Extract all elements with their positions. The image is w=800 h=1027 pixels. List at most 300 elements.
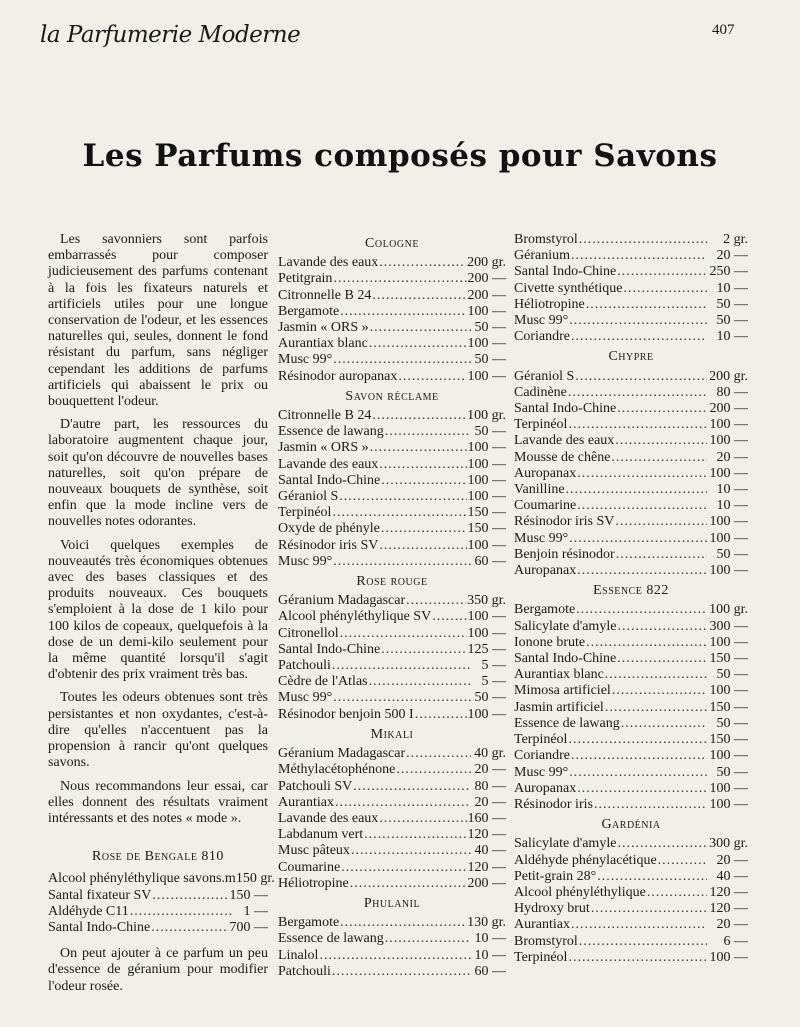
dot-leader: [396, 762, 471, 778]
ingredient-name: Géranium Madagascar: [278, 593, 406, 609]
ingredient-quantity: 100 —: [467, 440, 506, 456]
ingredient-name: Auropanax: [514, 563, 577, 579]
ingredient-name: Résinodor auropanax: [278, 368, 398, 384]
ingredient-quantity: 150 gr.: [235, 871, 275, 887]
ingredient-name: Alcool phényléthylique savons.m: [48, 871, 236, 887]
ingredient-name: Essence de lawang: [514, 715, 620, 731]
ingredient-quantity: 50 —: [716, 296, 748, 312]
formula-row: [278, 288, 506, 304]
ingredient-name: Aurantiax: [278, 794, 334, 810]
formula-row: [48, 888, 268, 904]
formula-row: [514, 853, 748, 869]
ingredient-quantity: 125 —: [467, 641, 506, 657]
formula-row: [278, 843, 506, 859]
formula-row: [514, 869, 748, 885]
dot-leader: [569, 313, 707, 329]
ingredient-quantity: 200 gr.: [709, 368, 748, 384]
dot-leader: [364, 827, 466, 843]
formula-row: [514, 651, 748, 667]
formula-row: [278, 457, 506, 473]
ingredient-name: Héliotropine: [278, 875, 349, 891]
dot-leader: [319, 948, 471, 964]
ingredient-quantity: 150 —: [709, 699, 748, 715]
ingredient-name: Héliotropine: [514, 296, 585, 312]
ingredient-quantity: 100 —: [467, 609, 506, 625]
dot-leader: [597, 869, 707, 885]
ingredient-name: Benjoin résinodor: [514, 546, 615, 562]
ingredient-quantity: 100 —: [709, 417, 748, 433]
ingredient-name: Terpinéol: [514, 949, 568, 965]
ingredient-name: Auropanax: [514, 465, 577, 481]
ingredient-name: Aurantiax blanc: [278, 336, 368, 352]
dot-leader: [605, 667, 707, 683]
ingredient-quantity: 200 —: [467, 271, 506, 287]
ingredient-quantity: 100 —: [709, 530, 748, 546]
ingredient-name: Jasmin « ORS »: [278, 440, 369, 456]
formula-row: [278, 473, 506, 489]
formula-row: [514, 498, 748, 514]
formula-row: [48, 904, 268, 920]
dot-leader: [351, 843, 471, 859]
ingredient-name: Essence de lawang: [278, 424, 384, 440]
formula-row: [278, 271, 506, 287]
dot-leader: [611, 450, 707, 466]
formula-row: [278, 626, 506, 642]
dot-leader: [379, 811, 466, 827]
formula-heading-gardenia: Gardénia: [601, 817, 661, 833]
formula-heading-savon-reclame: Savon réclame: [345, 388, 439, 404]
formula-row: [278, 408, 506, 424]
formula-row: [278, 593, 506, 609]
formula-row: [514, 635, 748, 651]
dot-leader: [333, 271, 466, 287]
formula-row: [278, 746, 506, 762]
ingredient-quantity: 200 —: [467, 875, 506, 891]
dot-leader: [385, 931, 471, 947]
ingredient-name: Musc 99°: [278, 553, 333, 569]
dot-leader: [617, 836, 707, 852]
formula-heading-rose-rouge: Rose rouge: [356, 574, 428, 590]
ingredient-name: Lavande des eaux: [278, 810, 379, 826]
dot-leader: [406, 746, 471, 762]
formula-row: [48, 920, 268, 936]
ingredient-name: Bergamote: [514, 602, 576, 618]
ingredient-quantity: 6 —: [723, 933, 748, 949]
ingredient-quantity: 2 gr.: [723, 232, 748, 247]
page-number: 407: [712, 22, 735, 38]
dot-leader: [152, 888, 228, 904]
dot-leader: [370, 320, 471, 336]
ingredient-name: Salicylate d'amyle: [514, 836, 617, 852]
ingredient-quantity: 5 —: [481, 658, 506, 674]
ingredient-quantity: 100 gr.: [467, 408, 506, 424]
dot-leader: [617, 651, 707, 667]
dot-leader: [569, 765, 707, 781]
dot-leader: [617, 401, 707, 417]
ingredient-quantity: 200 —: [709, 401, 748, 417]
ingredient-quantity: 100 —: [709, 433, 748, 449]
ingredient-quantity: 700 —: [229, 919, 268, 935]
formula-row: [514, 281, 748, 297]
ingredient-quantity: 100 —: [467, 472, 506, 488]
ingredient-quantity: 200 gr.: [467, 255, 506, 271]
dot-leader: [566, 482, 707, 498]
formula-row: [514, 401, 748, 417]
ingredient-quantity: 50 —: [716, 715, 748, 731]
formula-row: [278, 931, 506, 947]
ingredient-name: Citronellol: [278, 625, 339, 641]
dot-leader: [340, 626, 467, 642]
ingredient-name: Coriandre: [514, 748, 570, 764]
ingredient-name: Cadinène: [514, 384, 567, 400]
formula-row: [514, 433, 748, 449]
dot-leader: [332, 964, 471, 980]
dot-leader: [381, 642, 466, 658]
formula-heading-mikali: Mikali: [370, 726, 414, 742]
intro-paragraph: Nous recommandons leur essai, car elles donnent des résultats vraiment intéressants et des notes « mode ».: [48, 778, 268, 826]
ingredient-name: Labdanum vert: [278, 827, 364, 843]
formula-row: [514, 385, 748, 401]
ingredient-name: Musc 99°: [514, 764, 569, 780]
ingredient-quantity: 10 —: [716, 280, 748, 296]
ingredient-quantity: 160 —: [467, 810, 506, 826]
dot-leader: [381, 521, 467, 537]
ingredient-quantity: 150 —: [467, 521, 506, 537]
dot-leader: [568, 732, 707, 748]
ingredient-name: Géraniol S: [278, 489, 339, 505]
ingredient-name: Musc 99°: [278, 690, 333, 706]
ingredient-name: Coumarine: [278, 859, 341, 875]
ingredient-name: Essence de lawang: [278, 931, 384, 947]
ingredient-name: Mimosa artificiel: [514, 683, 611, 699]
ingredient-name: Auropanax: [514, 780, 577, 796]
formula-row: [278, 424, 506, 440]
ingredient-name: Terpinéol: [278, 505, 332, 521]
ingredient-quantity: 20 —: [716, 449, 748, 465]
ingredient-name: Patchouli: [278, 658, 331, 674]
ingredient-quantity: 80 —: [474, 778, 506, 794]
ingredient-name: Musc pâteux: [278, 843, 350, 859]
dot-leader: [586, 635, 707, 651]
dot-leader: [623, 281, 707, 297]
ingredient-quantity: 120 —: [467, 827, 506, 843]
formula-row: [278, 489, 506, 505]
formula-row: [514, 700, 748, 716]
formula-heading-cologne: Cologne: [365, 236, 419, 251]
ingredient-quantity: 100 —: [467, 336, 506, 352]
ingredient-quantity: 10 —: [716, 482, 748, 498]
ingredient-quantity: 100 —: [709, 748, 748, 764]
formula-row: [278, 948, 506, 964]
ingredient-quantity: 50 —: [716, 667, 748, 683]
dot-leader: [577, 466, 707, 482]
dot-leader: [616, 547, 707, 563]
ingredient-quantity: 100 —: [467, 625, 506, 641]
formula-row: [278, 915, 506, 931]
dot-leader: [339, 489, 466, 505]
ingredient-quantity: 10 —: [474, 931, 506, 947]
dot-leader: [617, 264, 707, 280]
ingredient-quantity: 100 —: [467, 456, 506, 472]
dot-leader: [333, 690, 471, 706]
ingredient-quantity: 100 —: [709, 514, 748, 530]
intro-paragraph: Voici quelques exemples de nouveautés très économiques obtenues avec des bases classiques et des produits nouveaux. Ces bouquets s'emploient à la dose de 1 kilo pour 100 kilos de copeaux, quelquefois à la dose de un demi-kilo seulement pour la même quantité lorsqu'il s'agit d'obtenir des prix vraiment très bas.: [48, 537, 268, 683]
dot-leader: [568, 950, 707, 966]
dot-leader: [370, 440, 467, 456]
ingredient-name: Citronnelle B 24: [278, 408, 372, 424]
ingredient-name: Santal Indo-Chine: [278, 472, 381, 488]
dot-leader: [569, 531, 707, 547]
ingredient-name: Aurantiax: [514, 917, 570, 933]
formula-heading-chypre: Chypre: [608, 349, 654, 365]
ingredient-quantity: 20 —: [716, 852, 748, 868]
ingredient-quantity: 20 —: [716, 248, 748, 264]
dot-leader: [333, 352, 471, 368]
dot-leader: [353, 779, 471, 795]
ingredient-name: Alcool phényléthylique: [514, 884, 646, 900]
ingredient-quantity: 50 —: [716, 546, 748, 562]
formula-row: [514, 482, 748, 498]
formula-row: [278, 304, 506, 320]
formula-row: [278, 554, 506, 570]
dot-leader: [341, 860, 466, 876]
ingredient-quantity: 10 —: [716, 498, 748, 514]
ingredient-quantity: 100 —: [467, 706, 506, 722]
ingredient-name: Salicylate d'amyle: [514, 618, 617, 634]
ingredient-name: Résinodor iris: [514, 796, 593, 812]
ingredient-quantity: 130 gr.: [467, 915, 506, 931]
ingredient-name: Méthylacétophénone: [278, 762, 396, 778]
ingredient-name: Bergamote: [278, 303, 340, 319]
formula-row: [514, 885, 748, 901]
ingredient-name: Terpinéol: [514, 417, 568, 433]
formula-row: [278, 538, 506, 554]
ingredient-quantity: 10 —: [474, 947, 506, 963]
dot-leader: [615, 514, 707, 530]
dot-leader: [647, 885, 707, 901]
formula-row: [278, 827, 506, 843]
formula-row: [514, 297, 748, 313]
column-formulas-3: [514, 232, 748, 966]
ingredient-name: Jasmin artificiel: [514, 699, 604, 715]
ingredient-quantity: 60 —: [474, 553, 506, 569]
ingredient-quantity: 50 —: [474, 424, 506, 440]
ingredient-quantity: 40 —: [474, 843, 506, 859]
ingredient-name: Résinodor iris SV: [278, 537, 379, 553]
ingredient-quantity: 40 —: [716, 868, 748, 884]
intro-paragraph: Toutes les odeurs obtenues sont très persistantes et non oxydantes, c'est-à-dire qu'elles n'accentuent pas la propension à rancir qu'ont quelques savons.: [48, 690, 268, 771]
formula-row: [514, 232, 748, 248]
dot-leader: [612, 683, 707, 699]
formula-row: [514, 547, 748, 563]
formula-row: [514, 369, 748, 385]
journal-masthead: la Parfumerie Moderne: [40, 22, 301, 48]
dot-leader: [594, 797, 707, 813]
ingredient-quantity: 20 —: [716, 917, 748, 933]
dot-leader: [577, 563, 707, 579]
ingredient-name: Terpinéol: [514, 732, 568, 748]
dot-leader: [586, 297, 707, 313]
ingredient-quantity: 50 —: [474, 352, 506, 368]
dot-leader: [571, 748, 707, 764]
ingredient-name: Bromstyrol: [514, 232, 578, 247]
formula-row: [278, 505, 506, 521]
formula-row: [278, 336, 506, 352]
ingredient-name: Musc 99°: [278, 352, 333, 368]
ingredient-name: Alcool phényléthylique SV: [278, 609, 432, 625]
formula-row: [278, 707, 506, 723]
intro-paragraph: D'autre part, les ressources du laboratoire augmentent chaque jour, soit qu'on découvre de nouvelles bases naturelles, soit qu'on prépare de nouveaux bouquets de synthèse, soit enfin que la mode incline vers de nouvelles notes odorantes.: [48, 417, 268, 530]
ingredient-quantity: 200 —: [467, 287, 506, 303]
ingredient-quantity: 100 —: [709, 949, 748, 965]
dot-leader: [406, 593, 466, 609]
ingredient-name: Oxyde de phényle: [278, 521, 380, 537]
dot-leader: [591, 901, 707, 917]
ingredient-name: Lavande des eaux: [278, 255, 379, 271]
ingredient-quantity: 20 —: [474, 762, 506, 778]
dot-leader: [658, 853, 707, 869]
ingredient-name: Santal Indo-Chine: [48, 919, 151, 935]
ingredient-name: Santal fixateur SV: [48, 887, 152, 903]
dot-leader: [369, 674, 471, 690]
dot-leader: [379, 255, 466, 271]
formula-row: [278, 521, 506, 537]
formula-row: [514, 602, 748, 618]
ingredient-quantity: 150 —: [709, 732, 748, 748]
dot-leader: [568, 417, 707, 433]
formula-row: [514, 417, 748, 433]
dot-leader: [151, 920, 228, 936]
ingredient-quantity: 50 —: [716, 313, 748, 329]
ingredient-name: Musc 99°: [514, 313, 569, 329]
ingredient-name: Petit-grain 28°: [514, 868, 597, 884]
ingredient-name: Bergamote: [278, 915, 340, 931]
ingredient-name: Cèdre de l'Atlas: [278, 674, 368, 690]
ingredient-name: Géraniol S: [514, 368, 575, 384]
ingredient-quantity: 100 —: [467, 489, 506, 505]
ingredient-quantity: 1 —: [243, 903, 268, 919]
dot-leader: [332, 505, 466, 521]
dot-leader: [381, 473, 466, 489]
ingredient-quantity: 50 —: [716, 764, 748, 780]
ingredient-quantity: 50 —: [474, 320, 506, 336]
ingredient-name: Vanilline: [514, 482, 565, 498]
ingredient-name: Coriandre: [514, 329, 570, 345]
ingredient-quantity: 60 —: [474, 963, 506, 979]
formula-heading-rose-de-bengale: Rose de Bengale 810: [92, 849, 224, 865]
article-title: Les Parfums composés pour Savons: [82, 138, 718, 174]
ingredient-quantity: 100 gr.: [709, 602, 748, 618]
formula-row: [514, 683, 748, 699]
ingredient-quantity: 100 —: [709, 796, 748, 812]
ingredient-name: Aldéhyde C11: [48, 903, 129, 919]
formula-row: [514, 667, 748, 683]
ingredient-name: Jasmin « ORS »: [278, 320, 369, 336]
formula-row: [278, 811, 506, 827]
formula-row: [278, 795, 506, 811]
ingredient-quantity: 40 gr.: [474, 746, 506, 762]
column-formulas-2: [278, 232, 506, 980]
ingredient-name: Bromstyrol: [514, 933, 578, 949]
ingredient-name: Musc 99°: [514, 530, 569, 546]
ingredient-quantity: 120 —: [709, 901, 748, 917]
ingredient-name: Aurantiax blanc: [514, 667, 604, 683]
ingredient-quantity: 300 gr.: [709, 836, 748, 852]
dot-leader: [577, 498, 707, 514]
ingredient-name: Hydroxy brut: [514, 901, 590, 917]
formula-row: [278, 762, 506, 778]
ingredient-quantity: 250 —: [709, 264, 748, 280]
ingredient-quantity: 150 —: [709, 651, 748, 667]
formula-heading-phulanil: Phulanil: [363, 895, 421, 911]
dot-leader: [379, 538, 466, 554]
formula-row: [278, 440, 506, 456]
dot-leader: [379, 457, 466, 473]
closing-note: On peut ajouter à ce parfum un peu d'essence de géranium pour modifier l'odeur rosée.: [48, 946, 268, 994]
ingredient-quantity: 20 —: [474, 794, 506, 810]
formula-row: [514, 716, 748, 732]
ingredient-name: Citronnelle B 24: [278, 287, 372, 303]
formula-row: [514, 732, 748, 748]
dot-leader: [335, 795, 471, 811]
ingredient-name: Géranium: [514, 248, 570, 264]
dot-leader: [372, 288, 466, 304]
dot-leader: [372, 408, 466, 424]
dot-leader: [579, 232, 707, 248]
ingredient-quantity: 100 —: [467, 537, 506, 553]
formula-row: [278, 876, 506, 892]
dot-leader: [617, 619, 707, 635]
formula-row: [278, 674, 506, 690]
ingredient-quantity: 100 —: [709, 780, 748, 796]
ingredient-name: Petitgrain: [278, 271, 333, 287]
dot-leader: [571, 917, 707, 933]
intro-paragraph: Les savonniers sont parfois embarrassés pour composer judicieusement des parfums contenant à la fois les fixateurs naturels et artificiels utiles pour une longue conservation de l'odeur, et les essences naturelles qui, seules, donnent le fond résistant du parfum, sans négliger cependant les additions de parfums artificiels qui abaissent le prix ou bouquettent l'odeur.: [48, 232, 268, 410]
ingredient-name: Santal Indo-Chine: [514, 264, 617, 280]
dot-leader: [350, 876, 467, 892]
ingredient-name: Ionone brute: [514, 634, 586, 650]
ingredient-quantity: 120 —: [709, 884, 748, 900]
formula-row: [514, 450, 748, 466]
dot-leader: [415, 707, 467, 723]
dot-leader: [332, 658, 471, 674]
ingredient-quantity: 50 —: [474, 690, 506, 706]
formula-row: [514, 765, 748, 781]
ingredient-name: Géranium Madagascar: [278, 746, 406, 762]
ingredient-quantity: 5 —: [481, 674, 506, 690]
ingredient-name: Santal Indo-Chine: [278, 641, 381, 657]
formula-heading-essence-822: Essence 822: [593, 583, 669, 599]
dot-leader: [615, 433, 707, 449]
dot-leader: [621, 716, 707, 732]
ingredient-quantity: 150 —: [229, 887, 268, 903]
ingredient-name: Coumarine: [514, 498, 577, 514]
ingredient-name: Mousse de chêne: [514, 449, 611, 465]
ingredient-quantity: 100 —: [709, 634, 748, 650]
ingredient-quantity: 100 —: [709, 465, 748, 481]
formula-row: [514, 264, 748, 280]
formula-row: [514, 563, 748, 579]
ingredient-quantity: 350 gr.: [467, 593, 506, 609]
ingredient-name: Patchouli SV: [278, 778, 353, 794]
ingredient-quantity: 100 —: [467, 368, 506, 384]
dot-leader: [340, 304, 466, 320]
formula-row: [514, 917, 748, 933]
formula-row: [514, 797, 748, 813]
dot-leader: [369, 336, 467, 352]
formula-row: [278, 690, 506, 706]
ingredient-quantity: 10 —: [716, 329, 748, 345]
